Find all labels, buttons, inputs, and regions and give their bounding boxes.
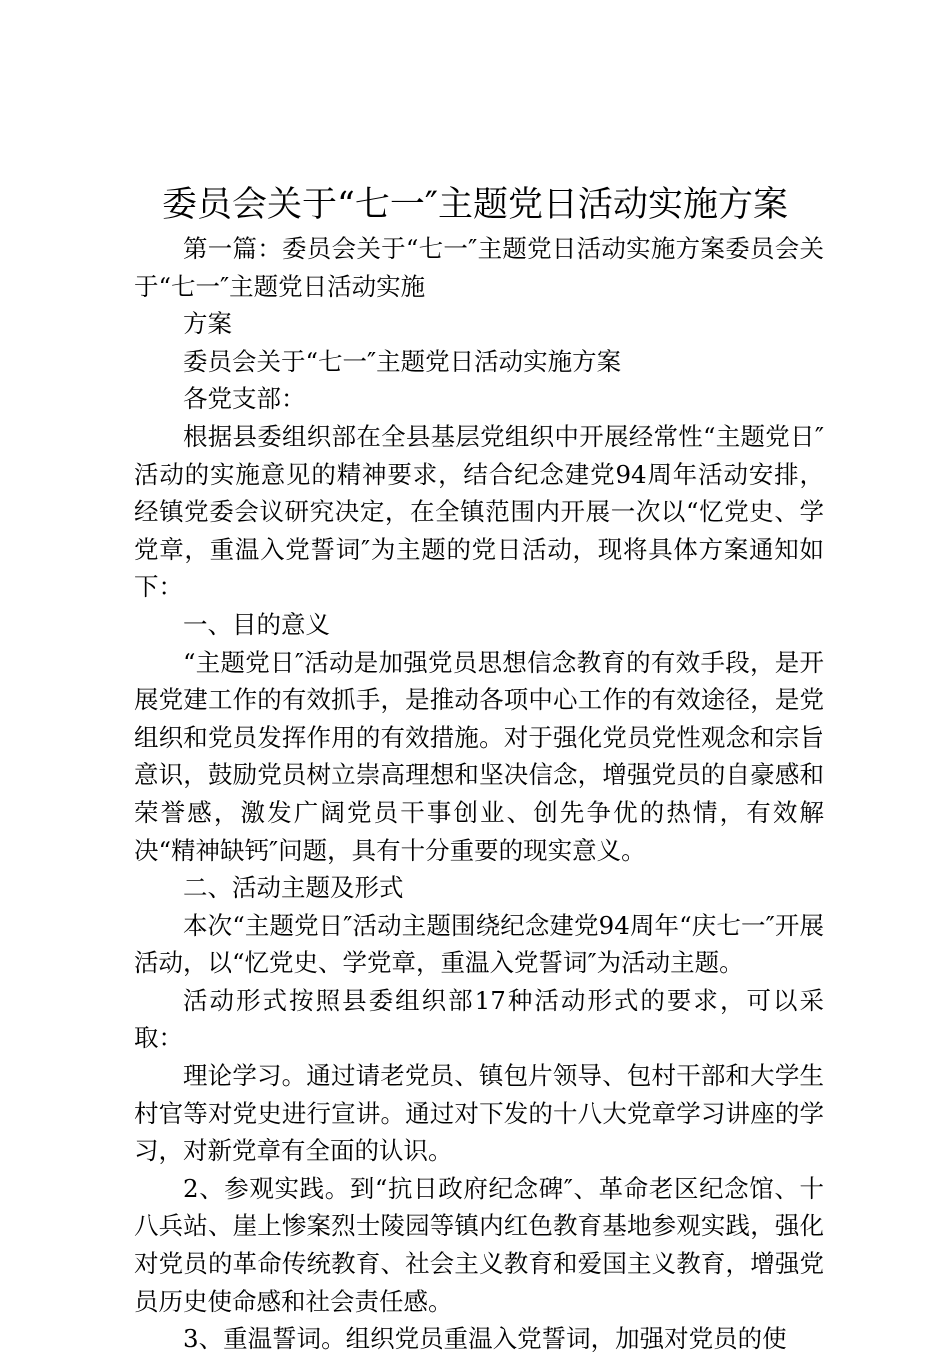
paragraph-theme: 本次“主题党日″活动主题围绕纪念建党94周年“庆七一″开展活动，以“忆党史、学党章，重温入党誓词″为活动主题。 — [134, 910, 824, 978]
section-heading-purpose: 一、目的意义 — [183, 609, 330, 639]
paragraph-heading-part1: 第一篇：委员会关于“七一″主题党日活动实施方案委员会关于“七一″主题党日活动实施 — [134, 234, 824, 301]
paragraph-salutation: 各党支部： — [183, 384, 306, 414]
paragraph-heading-part2: 方案 — [183, 309, 232, 339]
paragraph-item-theory: 理论学习。通过请老党员、镇包片领导、包村干部和大学生村官等对党史进行宣讲。通过对下发的十八大党章学习讲座的学习，对新党章有全面的认识。 — [134, 1061, 824, 1166]
section-heading-theme: 二、活动主题及形式 — [183, 873, 404, 903]
document-title: 委员会关于“七一″主题党日活动实施方案 — [162, 185, 788, 225]
paragraph-subtitle: 委员会关于“七一″主题党日活动实施方案 — [183, 346, 622, 376]
paragraph-item-visit: 2、参观实践。到“抗日政府纪念碑″、革命老区纪念馆、十八兵站、崖上惨案烈士陵园等镇内红色教育基地参观实践，强化对党员的革命传统教育、社会主义教育和爱国主义教育，增强党员历史使命感和社会责任感。 — [134, 1173, 824, 1316]
paragraph-item-oath: 3、重温誓词。组织党员重温入党誓词，加强对党员的使 — [183, 1324, 787, 1354]
document-body — [134, 230, 824, 1358]
paragraph-forms: 活动形式按照县委组织部17种活动形式的要求，可以采取： — [134, 985, 824, 1053]
paragraph-purpose: “主题党日″活动是加强党员思想信念教育的有效手段，是开展党建工作的有效抓手，是推动各项中心工作的有效途径，是党组织和党员发挥作用的有效措施。对于强化党员党性观念和宗旨意识，鼓励党员树立崇高理想和坚决信念，增强党员的自豪感和荣誉感，激发广阔党员干事创业、创先争优的热情，有效解决“精神缺钙″问题，具有十分重要的现实意义。 — [134, 647, 824, 865]
paragraph-intro: 根据县委组织部在全县基层党组织中开展经常性“主题党日″活动的实施意见的精神要求，结合纪念建党94周年活动安排，经镇党委会议研究决定，在全镇范围内开展一次以“忆党史、学党章，重温入党誓词″为主题的党日活动，现将具体方案通知如下： — [134, 421, 824, 602]
